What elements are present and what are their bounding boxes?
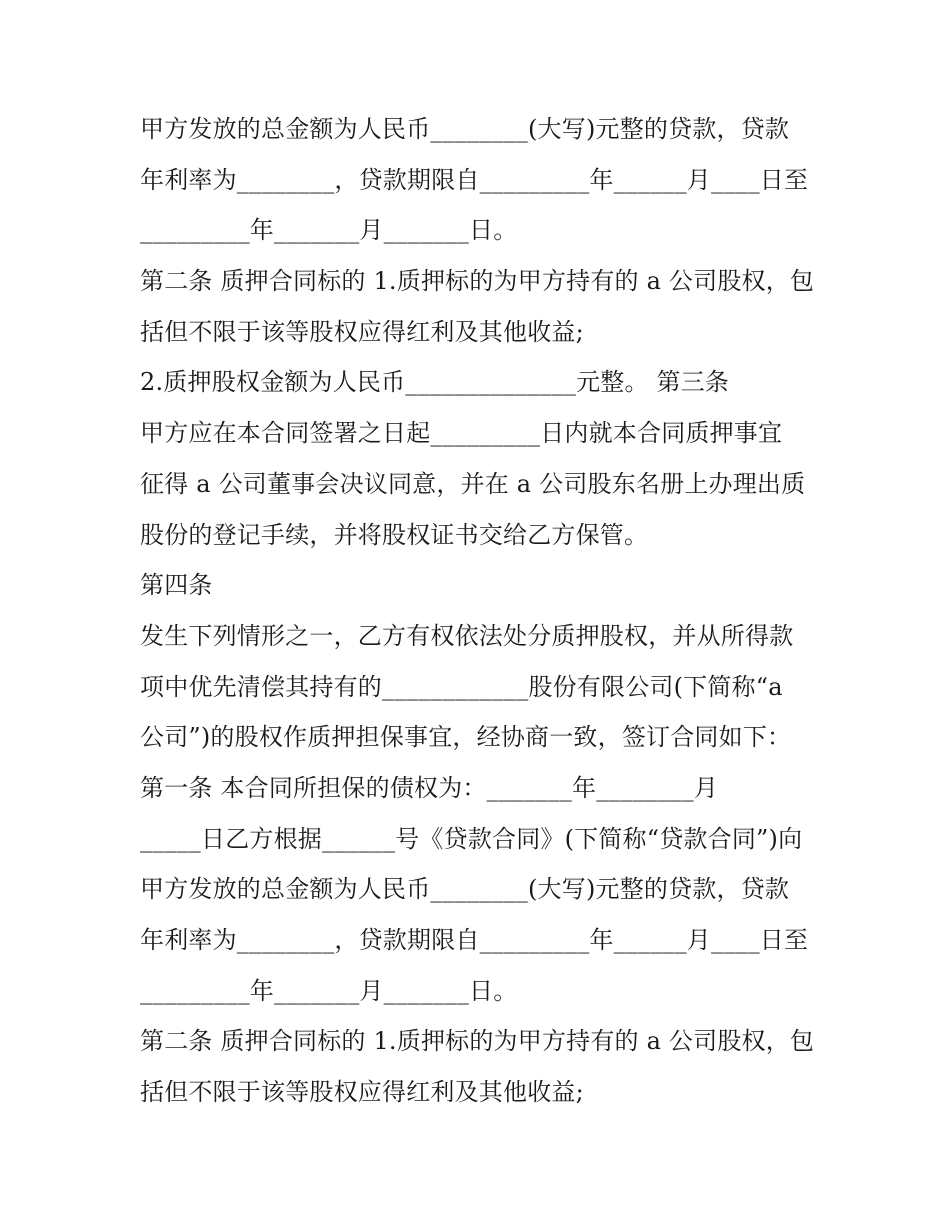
text-line: _________年_______月_______日。 (140, 216, 518, 245)
text-line: 2.质押股权金额为人民币______________元整。 第三条 (140, 368, 730, 397)
text-line: 公司”)的股权作质押担保事宜，经协商一致，签订合同如下： (140, 723, 792, 752)
text-line: 项中优先清偿其持有的____________股份有限公司(下简称“a (140, 672, 783, 701)
text-line: 括但不限于该等股权应得红利及其他收益; (140, 1078, 584, 1107)
text-line: _________年_______月_______日。 (140, 976, 518, 1005)
text-line: 括但不限于该等股权应得红利及其他收益; (140, 317, 584, 346)
text-line: 甲方应在本合同签署之日起_________日内就本合同质押事宜 (140, 419, 783, 448)
text-line: 甲方发放的总金额为人民币________(大写)元整的贷款，贷款 (140, 875, 790, 904)
text-line: 第二条 质押合同标的 1.质押标的为甲方持有的 a 公司股权，包 (140, 267, 815, 296)
text-line: 甲方发放的总金额为人民币________(大写)元整的贷款，贷款 (140, 115, 790, 143)
text-line: 股份的登记手续，并将股权证书交给乙方保管。 (140, 520, 649, 549)
text-line: 第一条 本合同所担保的债权为：_______年________月 (140, 773, 719, 802)
text-line: 年利率为________，贷款期限自_________年______月____日至 (140, 926, 809, 954)
text-line: 第四条 (140, 571, 213, 600)
text-line: 年利率为________，贷款期限自_________年______月____日至 (140, 165, 809, 194)
document-body (140, 104, 820, 1118)
text-line: _____日乙方根据______号《贷款合同》(下简称“贷款合同”)向 (140, 824, 803, 853)
text-line: 发生下列情形之一，乙方有权依法处分质押股权，并从所得款 (140, 621, 794, 650)
text-line: 第二条 质押合同标的 1.质押标的为甲方持有的 a 公司股权，包 (140, 1027, 815, 1056)
text-line: 征得 a 公司董事会决议同意，并在 a 公司股东名册上办理出质 (140, 469, 806, 498)
